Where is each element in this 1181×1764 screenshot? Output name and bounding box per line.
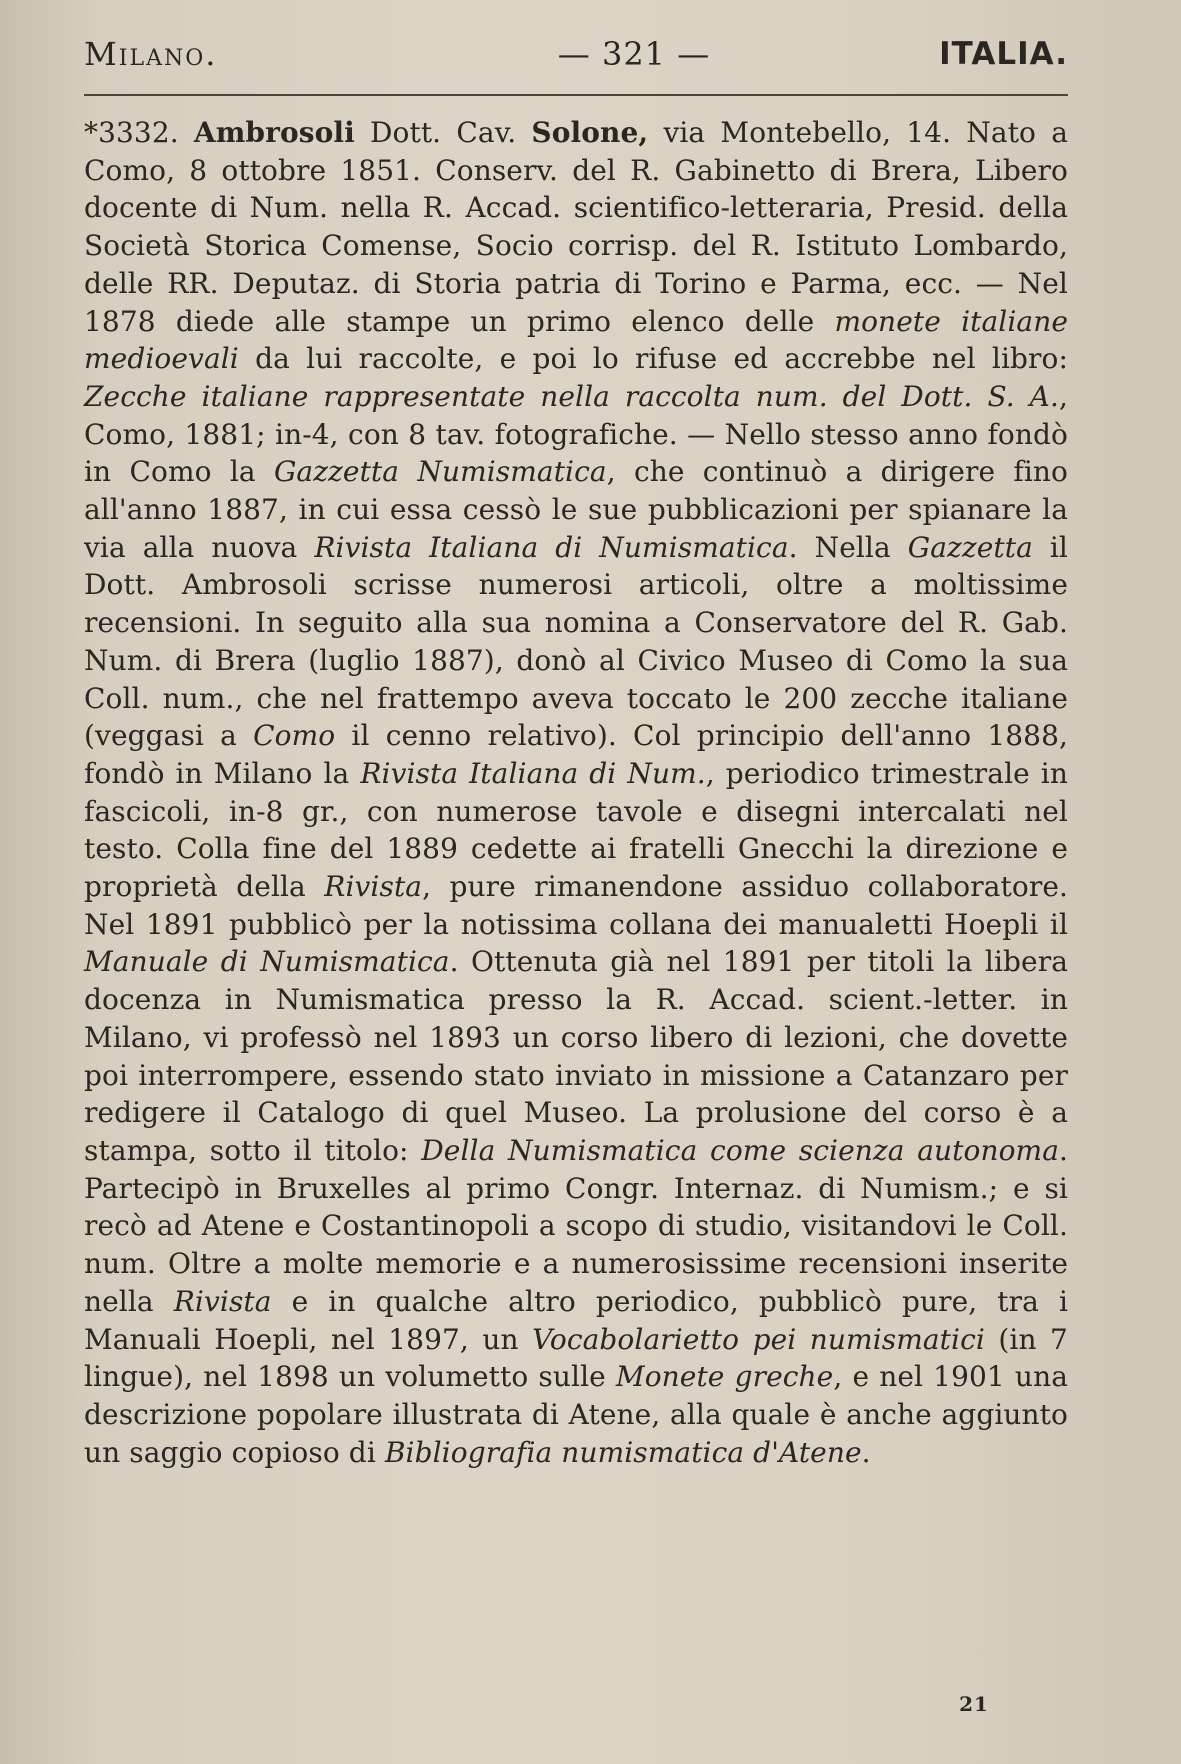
entry-text (84, 114, 1068, 1471)
text-segment: da lui raccolte, e poi lo rifuse ed accrebbe nel libro: (238, 342, 1068, 376)
italic-title: Rivista (324, 870, 423, 904)
text-segment: , Como, 1881; in-4, con 8 tav. fotografiche. — Nello stesso anno fondò in Como la (84, 379, 1068, 489)
italic-title: Monete greche (615, 1360, 834, 1394)
entry-surname: Ambrosoli (193, 116, 355, 149)
text-segment: , che continuò a dirigere fino all'anno 1887, in cui essa cessò le sue pubblicazioni per spianare la via alla nuova (84, 455, 1068, 564)
header-city: Milano. (84, 35, 218, 73)
italic-title: monete italiane medioevali (84, 304, 1068, 376)
entry-title: Dott. Cav. (369, 116, 517, 149)
text-segment: . Nella (788, 530, 908, 564)
text-segment: (in 7 lingue), nel 1898 un volumetto sulle (84, 1322, 1068, 1394)
entry-number: *3332. (84, 116, 179, 149)
italic-title: Gazzetta (907, 530, 1033, 564)
text-segment: . Partecipò in Bruxelles al primo Congr. Internaz. di Numism.; e si recò ad Atene e Costantinopoli a scopo di studio, visitandovi le Coll. num. Oltre a molte memorie e a numerosissime recensioni inserite nella (84, 1133, 1069, 1318)
header-rule (84, 94, 1068, 96)
text-segment: , periodico trimestrale in fascicoli, in-8 gr., con numerose tavole e disegni intercalati nel testo. Colla fine del 1889 cedette ai fratelli Gnecchi la direzione e proprietà della (84, 756, 1068, 904)
italic-title: Della Numismatica come scienza autonoma (421, 1133, 1059, 1167)
text-segment: . Ottenuta già nel 1891 per titoli la libera docenza in Numismatica presso la R. Accad. scient.-letter. in Milano, vi professò nel 1893 un corso libero di lezioni, che dovette poi interrompere, essendo stato inviato in missione a Catanzaro per redigere il Catalogo di quel Museo. La prolusione del corso è a stampa, sotto il titolo: (84, 945, 1068, 1167)
signature-mark: 21 (959, 1692, 989, 1716)
text-segment: il cenno relativo). Col principio dell'anno 1888, fondò in Milano la (84, 719, 1068, 790)
text-segment: il Dott. Ambrosoli scrisse numerosi articoli, oltre a moltissime recensioni. In seguito alla sua nomina a Conservatore del R. Gab. Num. di Brera (luglio 1887), donò al Civico Museo di Como la sua Coll. num., che nel frattempo aveva toccato le 200 zecche italiane (veggasi a (84, 530, 1068, 753)
text-segment: via Montebello, 14. Nato a Como, 8 ottobre 1851. Conserv. del R. Gabinetto di Brera, Libero docente di Num. nella R. Accad. scientifico-letteraria, Presid. della Società Storica Comense, Socio corrisp. del R. Istituto Lombardo, delle RR. Deputaz. di Storia patria di Torino e Parma, ecc. — Nel 1878 diede alle stampe un primo elenco delle (84, 116, 1068, 338)
text-segment: , pure rimanendone assiduo collaboratore. Nel 1891 pubblicò per la notissima collana dei manualetti Hoepli il (84, 870, 1068, 941)
italic-title: Bibliografia numismatica d'Atene (384, 1435, 862, 1469)
header-country: ITALIA. (939, 36, 1068, 72)
italic-title: Rivista (173, 1284, 272, 1318)
header-page-number: — 321 — (557, 35, 711, 73)
italic-title: Rivista Italiana di Numismatica (314, 530, 789, 564)
italic-title: Vocabolarietto pei numismatici (532, 1322, 985, 1356)
running-header (84, 30, 1068, 78)
text-segment: e in qualche altro periodico, pubblicò pure, tra i Manuali Hoepli, nel 1897, un (84, 1284, 1069, 1356)
italic-title: Gazzetta Numismatica (273, 455, 607, 489)
text-segment: , e nel 1901 una descrizione popolare illustrata di Atene, alla quale è anche aggiunto un saggio copioso di (84, 1360, 1068, 1469)
italic-title: Zecche italiane rappresentate nella raccolta num. del Dott. S. A. (84, 379, 1059, 413)
entry-given-name: Solone, (531, 116, 649, 149)
italic-title: Manuale di Numismatica (84, 945, 450, 979)
italic-title: Rivista Italiana di Num. (360, 756, 706, 790)
text-segment: . (861, 1435, 871, 1469)
italic-title: Como (253, 719, 336, 753)
